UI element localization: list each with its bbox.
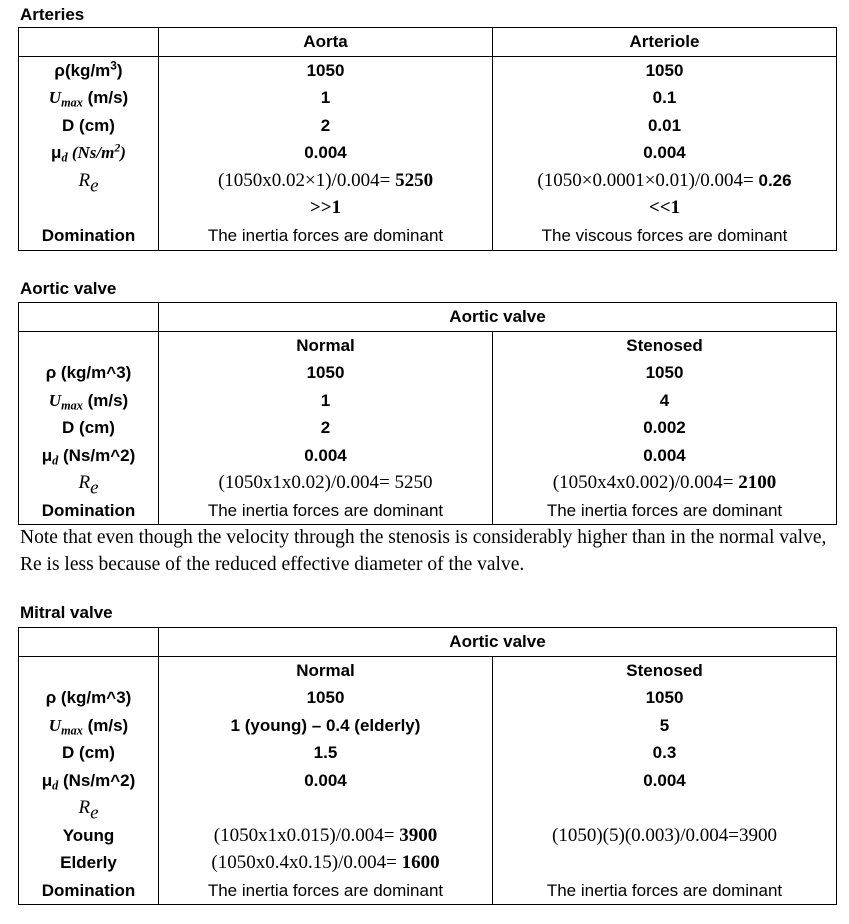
normal-header: Normal [296, 660, 355, 680]
reynolds-label: $R_e$ [78, 472, 99, 499]
arteriole-viscosity: 0.004 [643, 143, 686, 162]
rho-label: ρ (kg/m^3) [45, 363, 132, 382]
young-label: Young [62, 825, 115, 845]
arteries-table [18, 27, 837, 251]
property-labels [19, 56, 159, 250]
normal-values [159, 656, 493, 905]
stenosed-umax: 5 [659, 715, 670, 735]
normal-umax: 1 (young) – 0.4 (elderly) [230, 715, 421, 735]
aorta-umax: 1 [320, 88, 331, 107]
normal-diameter: 1.5 [313, 743, 338, 762]
property-labels [19, 656, 159, 905]
aortic-valve-group-header: Aortic valve [449, 307, 546, 326]
stenosed-domination: The inertia forces are dominant [546, 500, 783, 520]
spacer [493, 849, 836, 877]
umax-label: $U_{max}$ (m/s) [48, 390, 129, 413]
diameter-label: D (cm) [62, 743, 115, 762]
header-empty-cell [19, 28, 159, 57]
spacer [159, 794, 492, 822]
spacer [19, 657, 158, 685]
aorta-values [159, 56, 493, 250]
stenosed-reynolds: (1050)(5)(0.003)/0.004=3900 [552, 824, 777, 846]
aorta-reynolds: (1050x0.02×1)/0.004= 5250 [217, 169, 434, 191]
normal-rho: 1050 [306, 363, 345, 382]
umax-label: $U_{max}$ (m/s) [48, 88, 129, 110]
normal-domination: The inertia forces are dominant [207, 880, 444, 900]
header-empty-cell [19, 628, 159, 657]
arteriole-reynolds: (1050×0.0001×0.01)/0.004= 0.26 [537, 169, 792, 191]
normal-values [159, 331, 493, 525]
viscosity-label: $\mu_d$ (Ns/m^2) [41, 770, 136, 793]
aortic-valve-title: Aortic valve [20, 279, 117, 298]
viscosity-label: $\mu_d$ $(Ns/m^2)$ [51, 140, 126, 165]
normal-domination: The inertia forces are dominant [207, 500, 444, 520]
normal-umax: 1 [320, 390, 331, 410]
aorta-domination: The inertia forces are dominant [207, 225, 444, 245]
aorta-header: Aorta [303, 32, 348, 51]
aorta-viscosity: 0.004 [304, 143, 347, 162]
stenosed-rho: 1050 [645, 688, 684, 707]
stenosed-reynolds: (1050x4x0.002)/0.004= 2100 [552, 472, 777, 493]
reynolds-label: $R_e$ [78, 797, 99, 824]
rho-label: $\rho(kg/m^3)$ [54, 57, 123, 80]
property-labels [19, 331, 159, 525]
rho-label: ρ (kg/m^3) [45, 688, 132, 707]
stenosed-rho: 1050 [645, 363, 684, 382]
stenosed-diameter: 0.3 [652, 743, 677, 762]
normal-reynolds-elderly: (1050x0.4x0.15)/0.004= 1600 [211, 852, 440, 873]
aorta-diameter: 2 [320, 115, 331, 135]
reynolds-label: $R_e$ [78, 169, 99, 197]
normal-diameter: 2 [320, 418, 331, 437]
diameter-label: D (cm) [62, 418, 115, 437]
stenosed-header: Stenosed [626, 335, 703, 355]
mitral-valve-table [18, 627, 837, 905]
elderly-label: Elderly [60, 853, 117, 872]
domination-label: Domination [41, 880, 136, 900]
normal-viscosity: 0.004 [304, 770, 347, 790]
arteriole-umax: 0.1 [652, 88, 677, 107]
stenosed-values [493, 331, 837, 525]
stenosed-viscosity: 0.004 [643, 770, 686, 790]
stenosed-values [493, 656, 837, 905]
stenosed-header: Stenosed [626, 660, 703, 680]
stenosed-diameter: 0.002 [643, 418, 686, 437]
aorta-reynolds-compare: >>1 [309, 197, 342, 218]
normal-viscosity: 0.004 [304, 445, 347, 465]
aortic-valve-table [18, 302, 837, 525]
header-empty-cell [19, 303, 159, 332]
domination-label: Domination [41, 225, 136, 245]
arteriole-rho: 1050 [645, 60, 684, 80]
stenosed-viscosity: 0.004 [643, 445, 686, 465]
normal-reynolds: (1050x1x0.02)/0.004= 5250 [218, 472, 433, 493]
stenosed-umax: 4 [659, 390, 670, 410]
stenosed-domination: The inertia forces are dominant [546, 880, 783, 900]
viscosity-label: $\mu_d$ (Ns/m^2) [41, 445, 136, 468]
note-paragraph: Note that even though the velocity through the stenosis is considerably higher than in the normal valve, Re is less because of the reduced effective diameter of the valve. [20, 527, 827, 575]
umax-label: $U_{max}$ (m/s) [48, 715, 129, 738]
spacer [19, 332, 158, 360]
normal-reynolds-young: (1050x1x0.015)/0.004= 3900 [213, 824, 438, 846]
normal-header: Normal [296, 335, 355, 355]
mitral-group-header: Aortic valve [449, 632, 546, 651]
mitral-valve-title: Mitral valve [20, 603, 113, 622]
diameter-label: D (cm) [62, 115, 115, 135]
spacer [19, 194, 158, 222]
arteriole-domination: The viscous forces are dominant [541, 225, 788, 245]
arteries-title: Arteries [20, 5, 85, 24]
normal-rho: 1050 [306, 688, 345, 707]
arteriole-header: Arteriole [629, 32, 700, 51]
aorta-rho: 1050 [306, 60, 345, 80]
arteriole-values [493, 56, 837, 250]
spacer [493, 794, 836, 822]
domination-label: Domination [41, 500, 136, 520]
arteriole-reynolds-compare: <<1 [648, 197, 681, 218]
arteriole-diameter: 0.01 [647, 115, 682, 135]
